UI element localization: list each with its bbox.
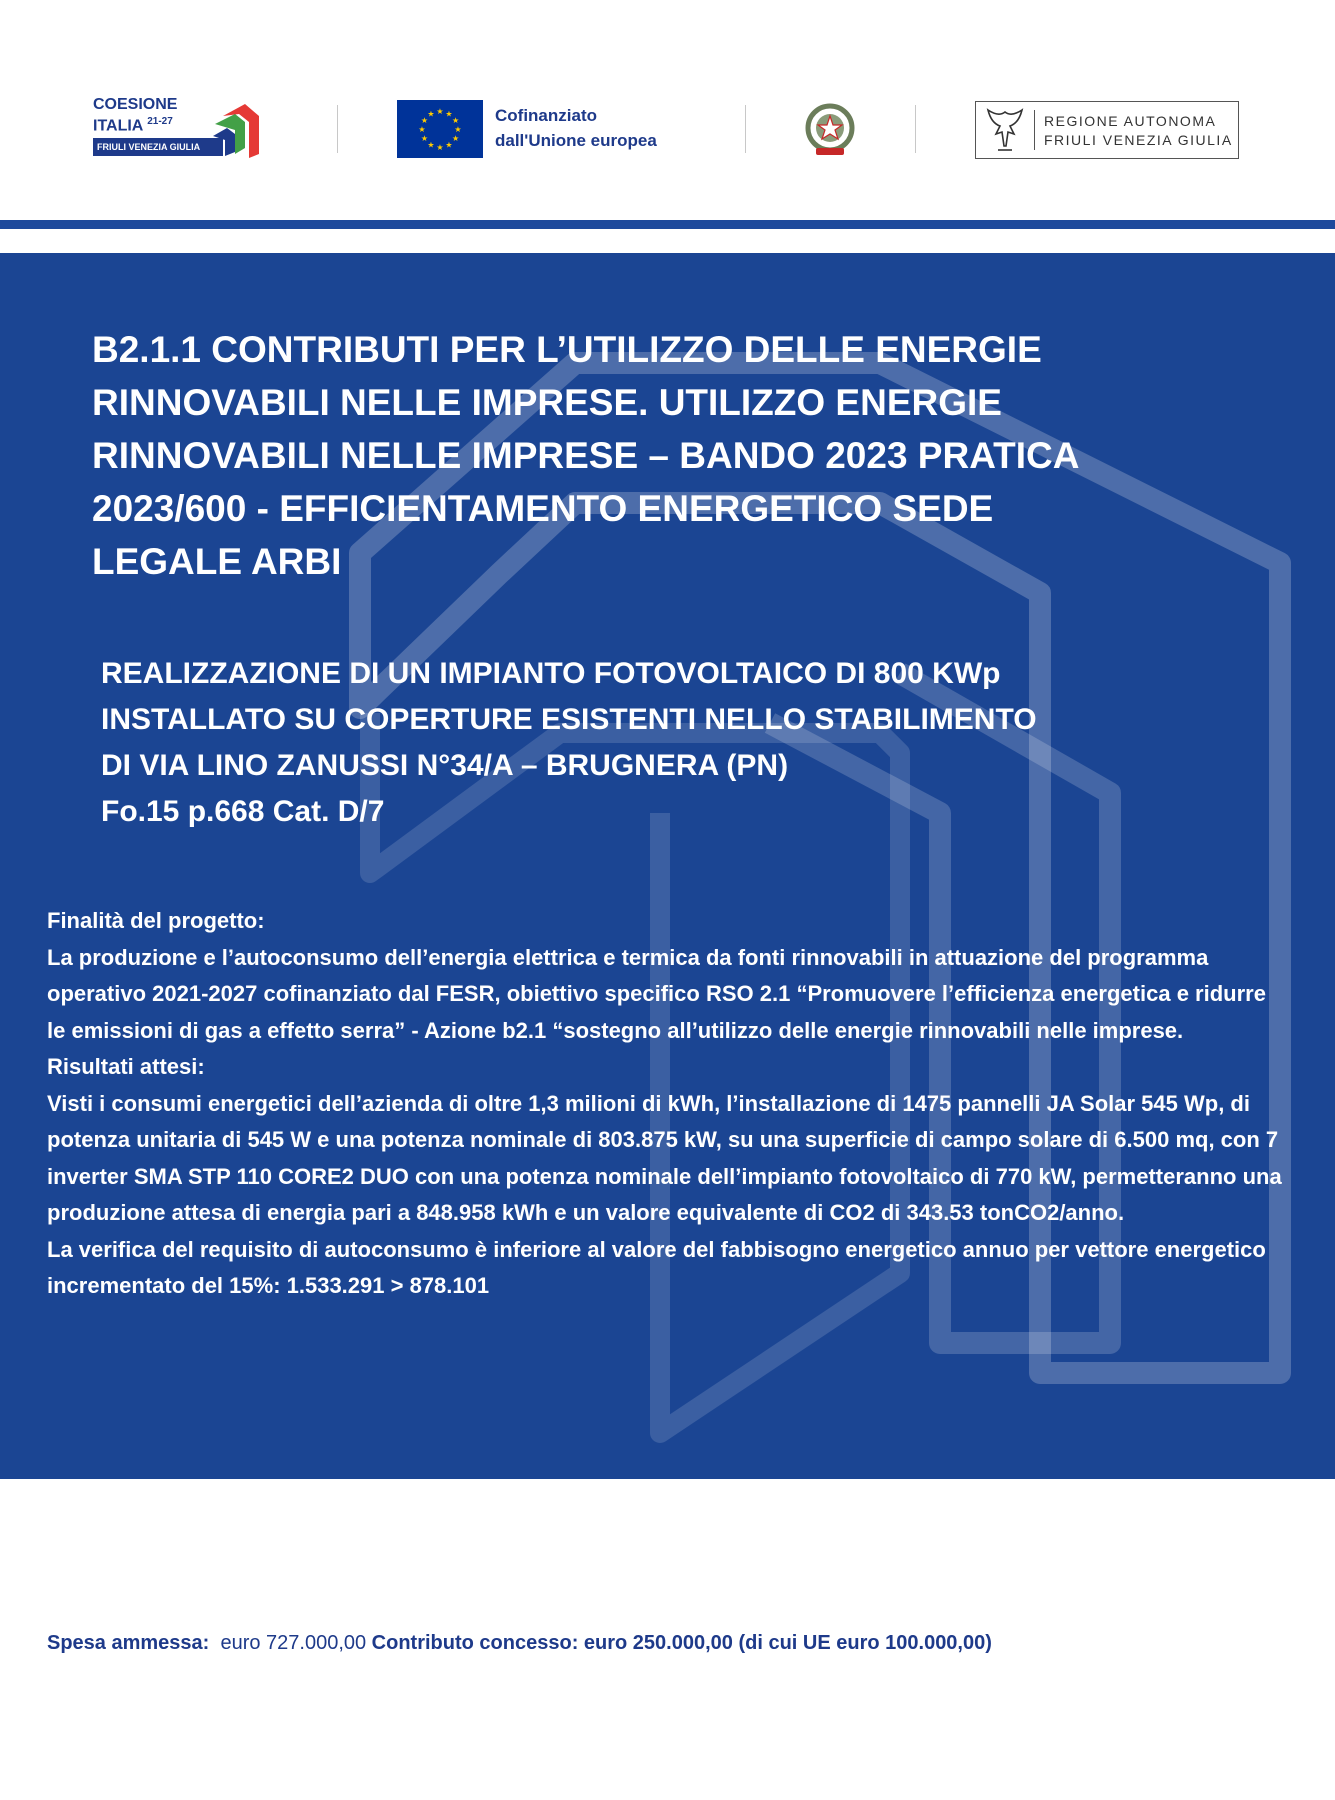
page-title: B2.1.1 CONTRIBUTI PER L’UTILIZZO DELLE ENERGIE RINNOVABILI NELLE IMPRESE. UTILIZZO ENERGIE RINNOVABILI NELLE IMPRESE – BANDO 2023 PRATICA 2023/600 - EFFICIENTAMENTO ENERGETICO SEDE LEGALE ARBI — [92, 329, 1079, 582]
spesa-label: Spesa ammessa: — [47, 1632, 210, 1654]
header-rule — [0, 220, 1335, 229]
svg-text:★: ★ — [452, 134, 460, 143]
subtitle-line: Fo.15 p.668 Cat. D/7 — [101, 795, 385, 828]
eagle-icon — [982, 106, 1028, 154]
logo-header — [0, 0, 1335, 215]
funding-footer — [47, 1632, 1307, 1655]
contributo-text: Contributo concesso: euro 250.000,00 (di cui UE euro 100.000,00) — [366, 1632, 992, 1654]
svg-text:★: ★ — [445, 140, 453, 150]
content-panel — [0, 253, 1335, 1479]
eu-line1: Cofinanziato — [495, 106, 597, 125]
svg-text:★: ★ — [427, 109, 435, 119]
eu-cofinanziato-logo — [397, 100, 697, 160]
logo-separator — [915, 105, 916, 153]
svg-text:★: ★ — [452, 116, 460, 125]
eu-flag-icon — [397, 100, 483, 158]
logo-separator — [745, 105, 746, 153]
svg-text:★: ★ — [427, 140, 435, 150]
svg-text:★: ★ — [436, 107, 444, 116]
coesione-region-bar: FRIULI VENEZIA GIULIA — [93, 138, 223, 156]
subtitle-line: INSTALLATO SU COPERTURE ESISTENTI NELLO STABILIMENTO — [101, 703, 1037, 736]
coesione-years: 21-27 — [147, 116, 173, 127]
svg-text:★: ★ — [418, 125, 426, 134]
svg-text:★: ★ — [420, 116, 428, 125]
coesione-italia-text: ITALIA — [93, 117, 143, 135]
coesione-arrows-icon — [213, 96, 273, 158]
eu-line2: dall'Unione europea — [495, 131, 657, 150]
italian-republic-emblem-icon — [802, 100, 858, 160]
subtitle-line: REALIZZAZIONE DI UN IMPIANTO FOTOVOLTAICO DI 800 KWp — [101, 657, 1001, 690]
regione-divider — [1034, 110, 1035, 150]
regione-fvg-logo — [975, 101, 1239, 159]
verifica-text: La verifica del requisito di autoconsumo è inferiore al valore del fabbisogno energetico annuo per vettore energetico incrementato del 15%: 1.533.291 > 878.101 — [47, 1236, 1266, 1298]
subtitle-line: DI VIA LINO ZANUSSI N°34/A – BRUGNERA (PN) — [101, 749, 789, 782]
project-description — [47, 903, 1287, 1305]
regione-line1: REGIONE AUTONOMA — [1044, 113, 1217, 129]
spesa-value: euro 727.000,00 — [209, 1632, 367, 1654]
svg-text:★: ★ — [454, 125, 462, 134]
finalita-text: La produzione e l’autoconsumo dell’energia elettrica e termica da fonti rinnovabili in attuazione del programma operativo 2021-2027 cofinanziato dal FESR, obiettivo specifico RSO 2.1 “Promuovere l’efficienza energetica e ridurre le emissioni di gas a effetto serra” - Azione b2.1 “sostegno all’utilizzo delle energie rinnovabili nelle imprese. — [47, 944, 1266, 1043]
coesione-line1: COESIONE — [93, 96, 178, 113]
regione-line2: FRIULI VENEZIA GIULIA — [1044, 132, 1233, 148]
coesione-line2 — [93, 113, 173, 134]
risultati-text: Visti i consumi energetici dell’azienda di oltre 1,3 milioni di kWh, l’installazione di 1475 pannelli JA Solar 545 Wp, di potenza unitaria di 545 W e una potenza nominale di 803.875 kW, su una superficie di campo solare di 6.500 mq, con 7 inverter SMA STP 110 CORE2 DUO con una potenza nominale dell’impianto fotovoltaico di 770 kW, permetteranno una produzione attesa di energia pari a 848.958 kWh e un valore equivalente di CO2 di 343.53 tonCO2/anno. — [47, 1090, 1282, 1225]
svg-text:★: ★ — [445, 109, 453, 119]
logo-separator — [337, 105, 338, 153]
finalita-heading: Finalità del progetto: — [47, 908, 265, 933]
header-rule-gap — [0, 234, 1335, 238]
coesione-italia-logo — [93, 96, 283, 166]
svg-text:★: ★ — [420, 134, 428, 143]
project-subtitle — [101, 651, 1201, 835]
svg-text:★: ★ — [436, 143, 444, 152]
risultati-heading: Risultati attesi: — [47, 1054, 205, 1079]
